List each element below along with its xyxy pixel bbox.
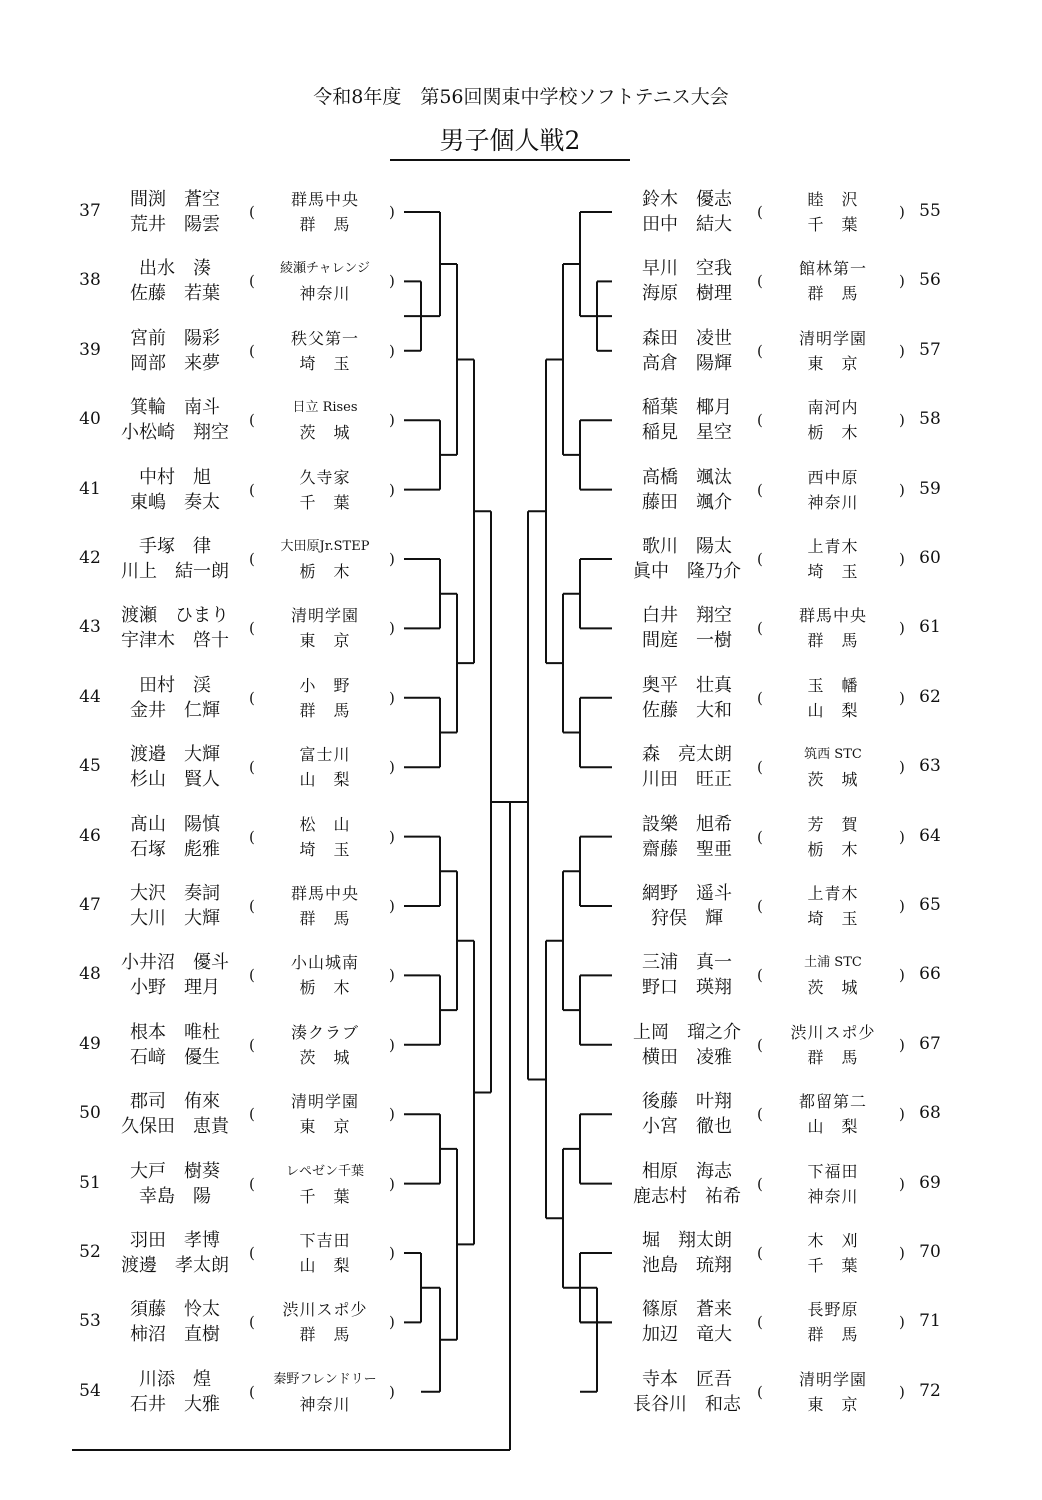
player-name: 加辺 竜大 [642,1324,732,1346]
player-name: 小松崎 翔空 [121,422,229,444]
player-name: 稲見 星空 [642,422,732,444]
paren-open: ( [757,550,763,568]
paren-open: ( [757,272,763,291]
paren-open: ( [757,897,763,915]
entry-number: 56 [919,270,941,291]
paren-close: ) [389,1105,395,1124]
team-name: 渋川スポ少 [790,1022,876,1042]
entry-number: 55 [919,201,941,221]
prefecture-name: 山 梨 [807,700,859,720]
player-name: 田村 渓 [139,674,211,696]
player-name: 網野 遥斗 [642,883,732,904]
player-name: 東嶋 奏太 [130,491,220,513]
paren-open: ( [757,688,763,707]
player-name: 中村 旭 [139,466,211,488]
prefecture-name: 東 京 [807,353,859,373]
prefecture-name: 東 京 [299,631,351,651]
player-name: 歌川 陽太 [642,536,732,557]
paren-open: ( [249,480,255,499]
player-name: 根本 唯杜 [130,1021,220,1043]
team-name: 富士川 [299,745,351,765]
entry-number: 38 [79,270,101,291]
paren-open: ( [249,272,255,291]
player-name: 石井 大雅 [130,1393,220,1415]
player-name: 高橋 颯汰 [642,466,732,488]
paren-open: ( [757,1313,763,1332]
paren-close: ) [389,1244,395,1262]
player-name: 小井沼 優斗 [121,952,229,974]
team-name: 木 刈 [807,1231,859,1250]
player-name: 小宮 徹也 [642,1116,732,1138]
paren-open: ( [249,688,255,707]
paren-close: ) [389,897,395,915]
entry-number: 65 [919,895,941,915]
player-name: 早川 空我 [642,258,732,280]
entry-number: 68 [919,1103,941,1124]
player-name: 小野 理月 [130,977,220,999]
prefecture-name: 埼 玉 [807,909,859,928]
team-name: 群馬中央 [290,884,359,903]
team-name: 日立 Rises [292,400,358,416]
player-name: 髙山 陽慎 [130,813,220,835]
paren-open: ( [249,1035,255,1054]
team-name: 湊クラブ [290,1022,359,1042]
entry-number: 72 [919,1380,941,1401]
paren-close: ) [899,1382,905,1401]
paren-close: ) [389,758,395,777]
player-name: 柿沼 直樹 [130,1324,220,1346]
prefecture-name: 埼 玉 [807,562,859,581]
paren-close: ) [389,1382,395,1401]
paren-close: ) [899,550,905,568]
player-name: 三浦 真一 [642,952,732,974]
paren-open: ( [249,1382,255,1401]
player-name: 池島 琉翔 [642,1255,732,1276]
entry-number: 70 [919,1242,941,1262]
paren-close: ) [899,897,905,915]
player-name: 宇津木 啓十 [121,630,229,652]
paren-close: ) [389,411,395,430]
paren-close: ) [899,1313,905,1332]
player-name: 寺本 匠吾 [642,1368,732,1390]
player-name: 白井 翔空 [642,605,732,627]
paren-open: ( [757,1382,763,1401]
player-name: 岡部 来夢 [130,352,220,374]
team-name: 秦野フレンドリー [273,1371,377,1387]
paren-open: ( [757,1244,763,1262]
paren-close: ) [389,688,395,707]
team-name: 西中原 [807,467,859,487]
entry-number: 71 [919,1311,941,1332]
player-name: 羽田 孝博 [130,1230,220,1251]
prefecture-name: 山 梨 [299,770,351,790]
team-name: 群馬中央 [290,190,359,209]
prefecture-name: 群 馬 [807,631,859,651]
entry-number: 51 [79,1172,101,1193]
player-name: 箕輪 南斗 [130,397,220,419]
prefecture-name: 茨 城 [299,1047,351,1067]
prefecture-name: 神奈川 [299,284,351,304]
entry-number: 48 [79,964,101,985]
paren-close: ) [389,480,395,499]
player-name: 久保田 恵貴 [121,1116,229,1138]
player-name: 眞中 隆乃介 [633,561,741,582]
team-name: 松 山 [299,814,351,834]
team-name: 土浦 STC [804,955,862,971]
team-name: 南河内 [807,398,859,418]
player-name: 渡邊 孝太朗 [121,1255,229,1276]
team-name: 芳 賀 [807,814,859,834]
entry-number: 60 [919,548,941,568]
player-name: 佐藤 若葉 [130,283,220,305]
paren-open: ( [249,1313,255,1332]
entry-number: 53 [79,1311,101,1332]
team-name: 小山城南 [290,953,359,973]
paren-open: ( [757,619,763,638]
paren-open: ( [249,966,255,985]
paren-open: ( [249,758,255,777]
team-name: 館林第一 [798,259,867,279]
player-name: 海原 樹理 [642,283,732,305]
prefecture-name: 栃 木 [807,423,859,443]
paren-open: ( [757,480,763,499]
player-name: 大戸 樹葵 [130,1160,220,1182]
paren-close: ) [389,966,395,985]
player-name: 設樂 旭希 [642,813,732,835]
paren-close: ) [899,1035,905,1054]
team-name: 下福田 [807,1161,859,1181]
entry-number: 61 [919,617,941,638]
team-name: 秩父第一 [290,328,359,348]
player-name: 田中 結大 [642,214,732,235]
player-name: 堀 翔太朗 [642,1230,732,1251]
prefecture-name: 山 梨 [299,1256,351,1275]
prefecture-name: 群 馬 [299,909,351,928]
prefecture-name: 群 馬 [299,1325,351,1345]
team-name: 綾瀬チャレンジ [280,261,370,277]
prefecture-name: 神奈川 [807,492,859,512]
player-name: 森田 凌世 [642,327,732,349]
player-name: 金井 仁輝 [130,699,220,721]
team-name: 玉 幡 [807,675,859,695]
paren-close: ) [389,619,395,638]
team-name: 長野原 [807,1300,859,1320]
paren-open: ( [249,203,255,221]
prefecture-name: 栃 木 [299,562,351,581]
team-name: 筑西 STC [804,747,862,763]
prefecture-name: 神奈川 [299,1394,351,1414]
paren-open: ( [249,1174,255,1193]
paren-open: ( [249,550,255,568]
prefecture-name: 山 梨 [807,1117,859,1137]
paren-close: ) [899,272,905,291]
player-name: 高倉 陽輝 [642,352,732,374]
entry-number: 47 [79,895,101,915]
entry-number: 66 [919,964,941,985]
paren-open: ( [757,203,763,221]
paren-open: ( [249,619,255,638]
entry-number: 67 [919,1033,941,1054]
player-name: 石塚 彪雅 [130,838,220,860]
entry-number: 57 [919,339,941,360]
prefecture-name: 千 葉 [807,1256,859,1275]
entry-number: 62 [919,686,941,707]
team-name: 渋川スポ少 [282,1300,368,1320]
prefecture-name: 茨 城 [807,978,859,998]
player-name: 川上 結一朗 [121,561,229,582]
paren-close: ) [899,619,905,638]
team-name: 下吉田 [299,1231,351,1250]
tournament-title: 令和8年度 第56回関東中学校ソフトテニス大会 [313,86,729,108]
player-name: 間渕 蒼空 [130,189,220,210]
entry-number: 41 [79,478,101,499]
prefecture-name: 千 葉 [299,492,351,512]
player-name: 篠原 蒼来 [642,1299,732,1321]
paren-close: ) [899,758,905,777]
entry-number: 54 [79,1380,101,1401]
paren-close: ) [899,688,905,707]
player-name: 野口 瑛翔 [642,977,732,999]
player-name: 相原 海志 [642,1160,732,1182]
player-name: 藤田 颯介 [642,491,732,513]
entry-number: 43 [79,617,101,638]
player-name: 鈴木 優志 [642,189,732,210]
paren-close: ) [899,1244,905,1262]
team-name: 上青木 [807,537,859,556]
paren-close: ) [899,480,905,499]
paren-close: ) [389,1174,395,1193]
prefecture-name: 群 馬 [299,700,351,720]
player-name: 横田 凌雅 [642,1046,732,1068]
prefecture-name: 神奈川 [807,1186,859,1206]
player-name: 荒井 陽雲 [130,214,220,235]
prefecture-name: 東 京 [299,1117,351,1137]
paren-close: ) [899,827,905,846]
paren-open: ( [249,1105,255,1124]
player-name: 齋藤 聖亜 [642,838,732,860]
prefecture-name: 栃 木 [299,978,351,998]
paren-open: ( [757,1035,763,1054]
prefecture-name: 千 葉 [807,215,859,234]
team-name: 清明学園 [798,1369,867,1389]
player-name: 石﨑 優生 [130,1046,220,1068]
player-name: 出水 湊 [139,258,211,280]
entry-number: 59 [919,478,941,499]
prefecture-name: 群 馬 [807,1325,859,1345]
player-name: 狩俣 輝 [651,908,723,929]
prefecture-name: 茨 城 [807,770,859,790]
prefecture-name: 東 京 [807,1394,859,1414]
player-name: 佐藤 大和 [642,699,732,721]
team-name: 大田原Jr.STEP [280,539,370,554]
paren-open: ( [757,1105,763,1124]
entry-number: 69 [919,1172,941,1193]
entry-number: 50 [79,1103,101,1124]
player-name: 上岡 瑠之介 [633,1021,741,1043]
entry-number: 58 [919,409,941,430]
paren-close: ) [389,272,395,291]
paren-close: ) [899,966,905,985]
paren-close: ) [389,1313,395,1332]
team-name: 久寺家 [299,467,351,487]
player-name: 幸島 陽 [139,1185,211,1207]
paren-open: ( [757,1174,763,1193]
entry-number: 46 [79,825,101,846]
paren-open: ( [249,897,255,915]
event-subtitle: 男子個人戦2 [390,121,630,161]
team-name: 都留第二 [798,1092,867,1112]
paren-open: ( [757,827,763,846]
team-name: 清明学園 [290,1092,359,1112]
player-name: 間庭 一樹 [642,630,732,652]
prefecture-name: 群 馬 [807,284,859,304]
paren-close: ) [899,1105,905,1124]
paren-open: ( [757,966,763,985]
team-name: 清明学園 [290,606,359,626]
player-name: 宮前 陽彩 [130,327,220,349]
entry-number: 49 [79,1033,101,1054]
player-name: 鹿志村 祐希 [633,1185,741,1207]
prefecture-name: 群 馬 [807,1047,859,1067]
player-name: 須藤 怜太 [130,1299,220,1321]
team-name: 群馬中央 [798,606,867,626]
player-name: 森 亮太朗 [642,744,732,766]
entry-number: 44 [79,686,101,707]
player-name: 後藤 叶翔 [642,1091,732,1113]
team-name: 小 野 [299,675,351,695]
entry-number: 63 [919,756,941,777]
team-name: 睦 沢 [807,190,859,209]
player-name: 川田 旺正 [642,769,732,791]
player-name: 長谷川 和志 [633,1393,741,1415]
paren-open: ( [249,341,255,360]
prefecture-name: 埼 玉 [299,353,351,373]
paren-open: ( [249,411,255,430]
entry-number: 52 [79,1242,101,1262]
paren-close: ) [389,1035,395,1054]
prefecture-name: 千 葉 [299,1186,351,1206]
player-name: 川添 煌 [139,1368,211,1390]
paren-close: ) [899,203,905,221]
player-name: 稲葉 椰月 [642,397,732,419]
player-name: 奥平 壮真 [642,674,732,696]
paren-open: ( [757,758,763,777]
prefecture-name: 茨 城 [299,423,351,443]
entry-number: 39 [79,339,101,360]
entry-number: 42 [79,548,101,568]
team-name: 上青木 [807,884,859,903]
entry-number: 37 [79,201,101,221]
prefecture-name: 群 馬 [299,215,351,234]
paren-open: ( [249,1244,255,1262]
paren-open: ( [249,827,255,846]
player-name: 大川 大輝 [130,908,220,929]
player-name: 郡司 侑來 [130,1091,220,1113]
player-name: 渡瀬 ひまり [121,605,229,627]
paren-close: ) [389,341,395,360]
player-name: 杉山 賢人 [130,769,220,791]
team-name: レペゼン千葉 [285,1163,364,1179]
player-name: 手塚 律 [139,536,211,557]
paren-close: ) [389,550,395,568]
paren-close: ) [389,827,395,846]
entry-number: 40 [79,409,101,430]
paren-open: ( [757,411,763,430]
paren-close: ) [899,411,905,430]
paren-close: ) [389,203,395,221]
player-name: 大沢 奏詞 [130,883,220,904]
prefecture-name: 栃 木 [807,839,859,859]
paren-close: ) [899,1174,905,1193]
player-name: 渡邉 大輝 [130,744,220,766]
paren-close: ) [899,341,905,360]
paren-open: ( [757,341,763,360]
entry-number: 64 [919,825,941,846]
prefecture-name: 埼 玉 [299,839,351,859]
team-name: 清明学園 [798,328,867,348]
entry-number: 45 [79,756,101,777]
